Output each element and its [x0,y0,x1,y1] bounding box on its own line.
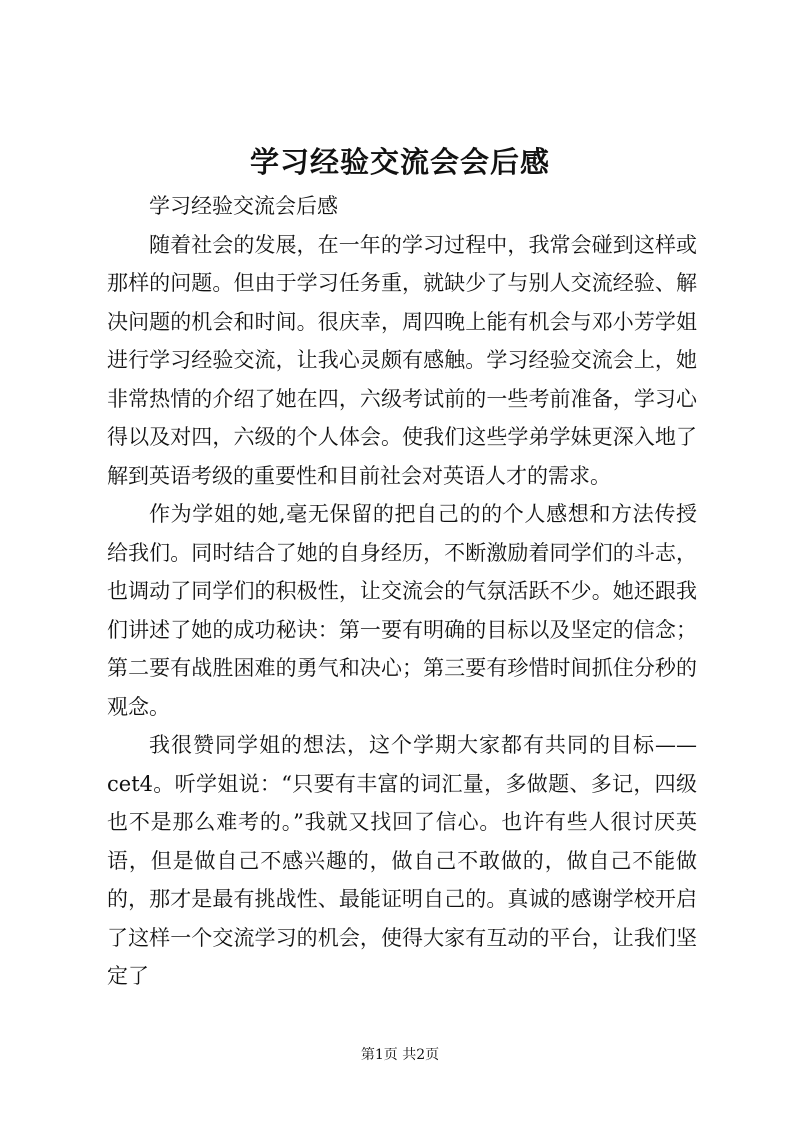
subtitle-paragraph: 学习经验交流会后感 [149,194,338,218]
body-paragraph: 我很赞同学姐的想法，这个学期大家都有共同的目标——cet4。听学姐说：“只要有丰富的词汇量，多做题、多记，四级也不是那么难考的。”我就又找回了信心。也许有些人很讨厌英语，但是做自己不感兴趣的，做自己不敢做的，做自己不能做的，那才是最有挑战性、最能证明自己的。真诚的感谢学校开启了这样一个交流学习的机会，使得大家有互动的平台，让我们坚定了 [107,733,697,988]
document-body [107,187,697,996]
body-paragraph: 作为学姐的她,毫无保留的把自己的的个人感想和方法传授给我们。同时结合了她的自身经历，不断激励着同学们的斗志，也调动了同学们的积极性，让交流会的气氛活跃不少。她还跟我们讲述了她的成功秘诀：第一要有明确的目标以及坚定的信念；第二要有战胜困难的勇气和决心；第三要有珍惜时间抓住分秒的观念。 [107,502,697,719]
document-title: 学习经验交流会会后感 [249,145,550,179]
page-number-footer: 第1页 共2页 [360,1047,440,1063]
body-paragraph: 随着社会的发展，在一年的学习过程中，我常会碰到这样或那样的问题。但由于学习任务重，就缺少了与别人交流经验、解决问题的机会和时间。很庆幸，周四晚上能有机会与邓小芳学姐进行学习经验交流，让我心灵颇有感触。学习经验交流会上，她非常热情的介绍了她在四，六级考试前的一些考前准备，学习心得以及对四，六级的个人体会。使我们这些学弟学妹更深入地了解到英语考级的重要性和目前社会对英语人才的需求。 [107,232,697,488]
